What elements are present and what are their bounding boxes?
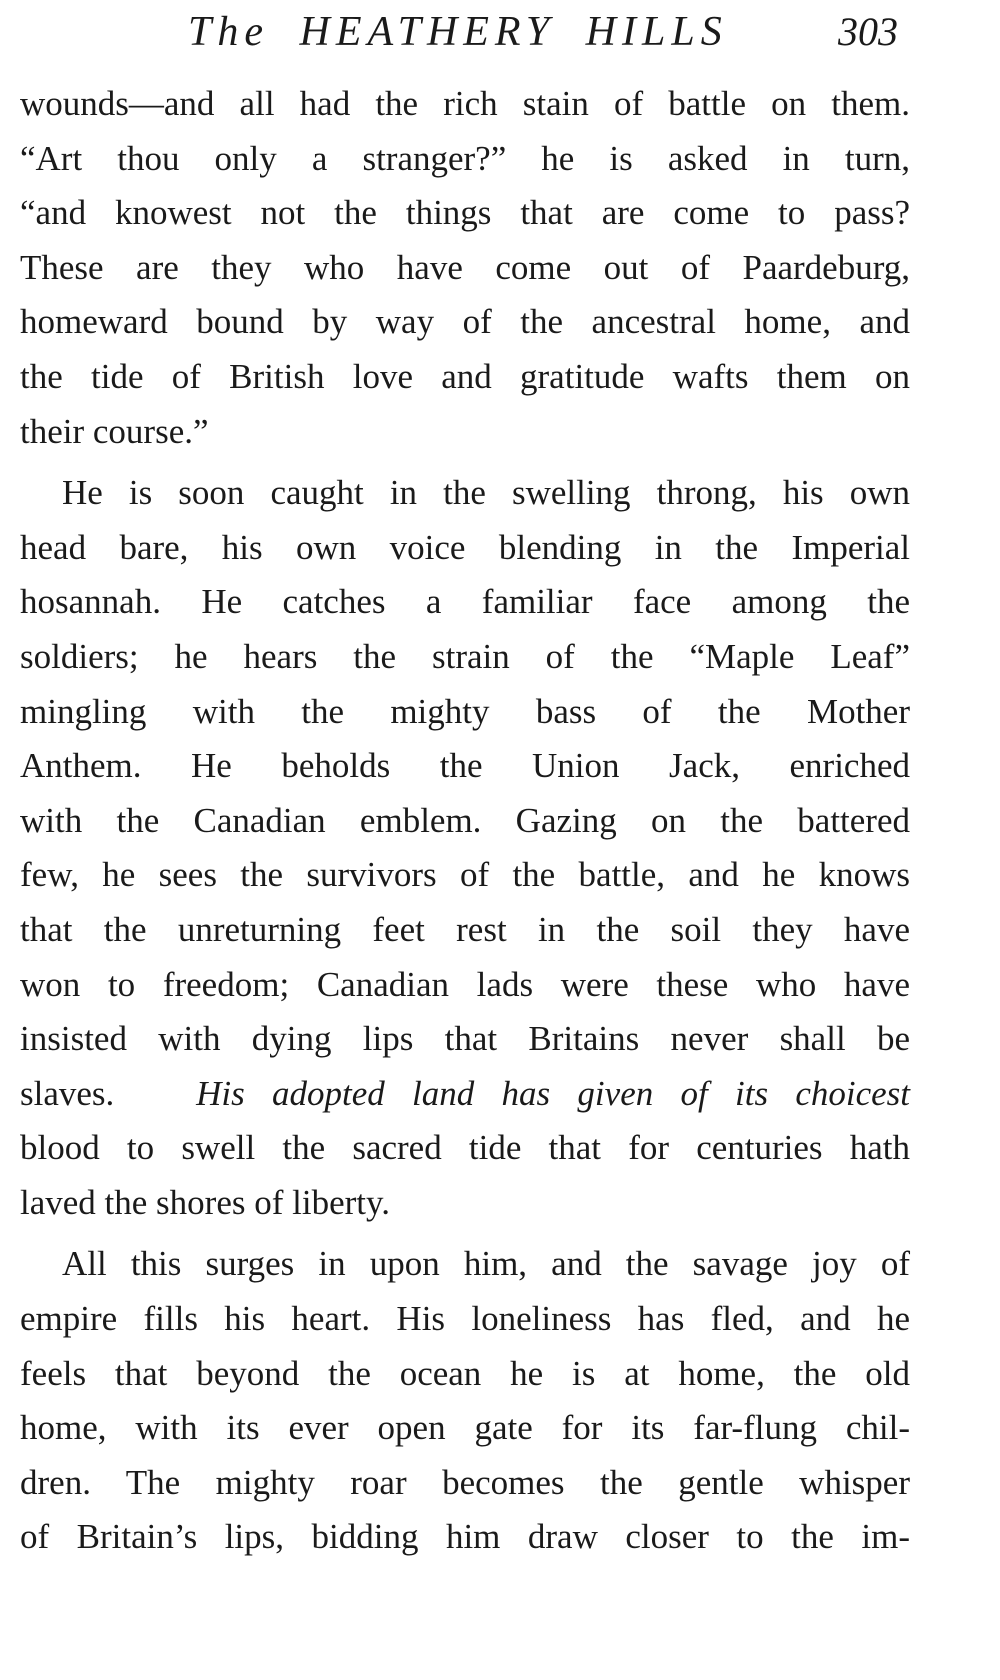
text-line: home, with its ever open gate for its far-flung chil- bbox=[20, 1408, 910, 1448]
text-line: the tide of British love and gratitude wafts them on bbox=[20, 356, 910, 396]
text-run: slaves. bbox=[20, 1073, 115, 1113]
text-line: These are they who have come out of Paardeburg, bbox=[20, 247, 910, 287]
text-line: All this surges in upon him, and the savage joy of bbox=[62, 1244, 910, 1284]
italic-text-run: His adopted land has given of its choicest bbox=[196, 1073, 911, 1113]
text-line: insisted with dying lips that Britains never shall be bbox=[20, 1019, 910, 1059]
paragraph-1 bbox=[20, 77, 910, 459]
body-text bbox=[20, 77, 910, 1565]
paragraph-3 bbox=[20, 1237, 910, 1565]
text-line: homeward bound by way of the ancestral home, and bbox=[20, 302, 910, 342]
page-number: 303 bbox=[838, 9, 898, 54]
text-line: of Britain’s lips, bidding him draw closer to the im- bbox=[20, 1517, 910, 1557]
text-line: won to freedom; Canadian lads were these who have bbox=[20, 964, 910, 1004]
text-line: blood to swell the sacred tide that for centuries hath bbox=[20, 1128, 910, 1168]
text-line: laved the shores of liberty. bbox=[20, 1182, 390, 1222]
text-line: few, he sees the survivors of the battle, and he knows bbox=[20, 855, 910, 895]
text-line: empire fills his heart. His loneliness has fled, and he bbox=[20, 1299, 910, 1339]
text-line: feels that beyond the ocean he is at home, the old bbox=[20, 1353, 910, 1393]
page-header bbox=[0, 4, 1000, 64]
text-line: soldiers; he hears the strain of the “Maple Leaf” bbox=[20, 636, 910, 676]
text-line: hosannah. He catches a familiar face among the bbox=[20, 582, 910, 622]
running-title: The HEATHERY HILLS bbox=[188, 9, 728, 55]
text-line: “and knowest not the things that are come to pass? bbox=[20, 193, 910, 233]
paragraph-2 bbox=[20, 466, 910, 1230]
text-line: their course.” bbox=[20, 411, 209, 451]
text-line bbox=[20, 1067, 910, 1122]
text-line: He is soon caught in the swelling throng, his own bbox=[62, 473, 910, 513]
text-line: mingling with the mighty bass of the Mother bbox=[20, 691, 910, 731]
text-line: Anthem. He beholds the Union Jack, enriched bbox=[20, 746, 910, 786]
text-line: “Art thou only a stranger?” he is asked in turn, bbox=[20, 138, 910, 178]
text-line: that the unreturning feet rest in the soil they have bbox=[20, 909, 910, 949]
text-line: dren. The mighty roar becomes the gentle whisper bbox=[20, 1462, 910, 1502]
text-line: with the Canadian emblem. Gazing on the battered bbox=[20, 800, 910, 840]
text-line: head bare, his own voice blending in the Imperial bbox=[20, 527, 910, 567]
text-line: wounds—and all had the rich stain of battle on them. bbox=[20, 84, 910, 123]
